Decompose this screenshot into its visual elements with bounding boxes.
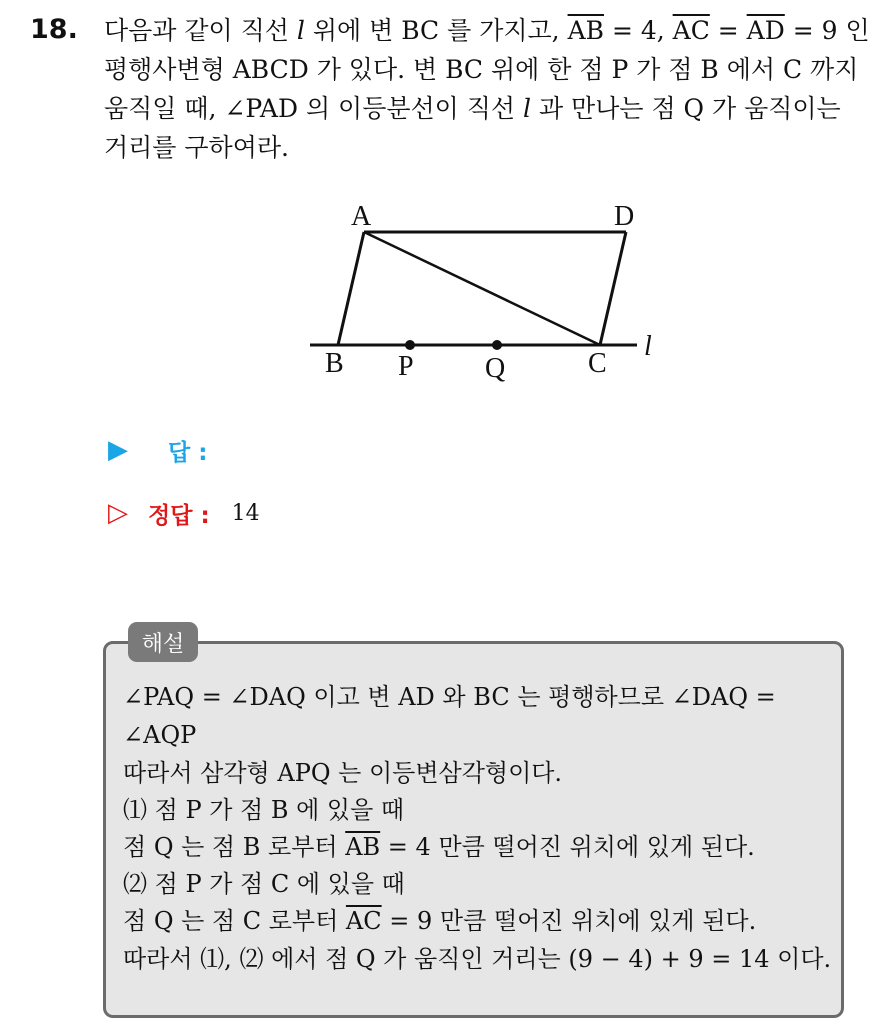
correct-answer-value: 14 <box>231 500 260 526</box>
correct-answer-label: 정답 : <box>148 502 210 529</box>
problem-line-1: 다음과 같이 직선 l 위에 변 BC 를 가지고, $\overline{AB} = 4$, $\overline{AC} = \overline{AD} = 9$ 인 <box>104 16 870 45</box>
segment-ab: $\overline{AB}$ <box>567 16 604 45</box>
solution-tag: 해설 <box>128 622 198 662</box>
problem-line-4: 거리를 구하여라. <box>104 133 289 162</box>
problem-line-3: 움직일 때, ∠PAD 의 이등분선이 직선 l 과 만나는 점 Q 가 움직이는 <box>104 94 841 123</box>
solution-line-6: ⑵ 점 P 가 점 C 에 있을 때 <box>123 870 405 898</box>
label-l: l <box>644 331 652 362</box>
segment-ad: $\overline{AD}$ <box>746 16 785 45</box>
label-c: C <box>588 348 607 379</box>
problem-number: 18. <box>30 14 78 45</box>
parallelogram-figure <box>300 195 680 385</box>
label-a: A <box>351 201 372 232</box>
point-q <box>492 340 502 350</box>
problem-line-2: 평행사변형 ABCD 가 있다. 변 BC 위에 한 점 P 가 점 B 에서 C 까지 <box>104 55 859 84</box>
red-outline-triangle-icon: ▷ <box>108 498 128 528</box>
label-d: D <box>614 201 635 232</box>
solution-line-7: 점 Q 는 점 C 로부터 $\overline{AC} = 9$ 만큼 떨어진 위치에 있게 된다. <box>123 907 757 935</box>
segment-ac: $\overline{AC}$ <box>345 907 382 935</box>
answer-label: 답 : <box>168 439 208 466</box>
side-ab <box>338 232 364 345</box>
label-b: B <box>325 348 344 379</box>
label-q: Q <box>485 353 506 384</box>
label-p: P <box>398 351 414 382</box>
figure-svg <box>300 195 680 385</box>
segment-ac: $\overline{AC}$ <box>672 16 710 45</box>
solution-line-5: 점 Q 는 점 B 로부터 $\overline{AB} = 4$ 만큼 떨어진 위치에 있게 된다. <box>123 833 755 861</box>
solution-line-4: ⑴ 점 P 가 점 B 에 있을 때 <box>123 796 405 824</box>
diagonal-ac <box>364 232 600 345</box>
blue-triangle-icon: ▶ <box>108 435 128 465</box>
answer-row <box>108 430 207 470</box>
point-p <box>405 340 415 350</box>
solution-line-3: 따라서 삼각형 APQ 는 이등변삼각형이다. <box>123 759 563 787</box>
solution-line-1: ∠PAQ = ∠DAQ 이고 변 AD 와 BC 는 평행하므로 ∠DAQ = <box>123 683 776 711</box>
solution-line-8: 따라서 ⑴, ⑵ 에서 점 Q 가 움직인 거리는 (9 − 4) + 9 = 14 이다. <box>123 945 832 973</box>
segment-ab: $\overline{AB}$ <box>345 833 381 861</box>
side-dc <box>600 232 626 345</box>
solution-line-2: ∠AQP <box>123 721 197 749</box>
correct-answer-row <box>108 493 260 533</box>
